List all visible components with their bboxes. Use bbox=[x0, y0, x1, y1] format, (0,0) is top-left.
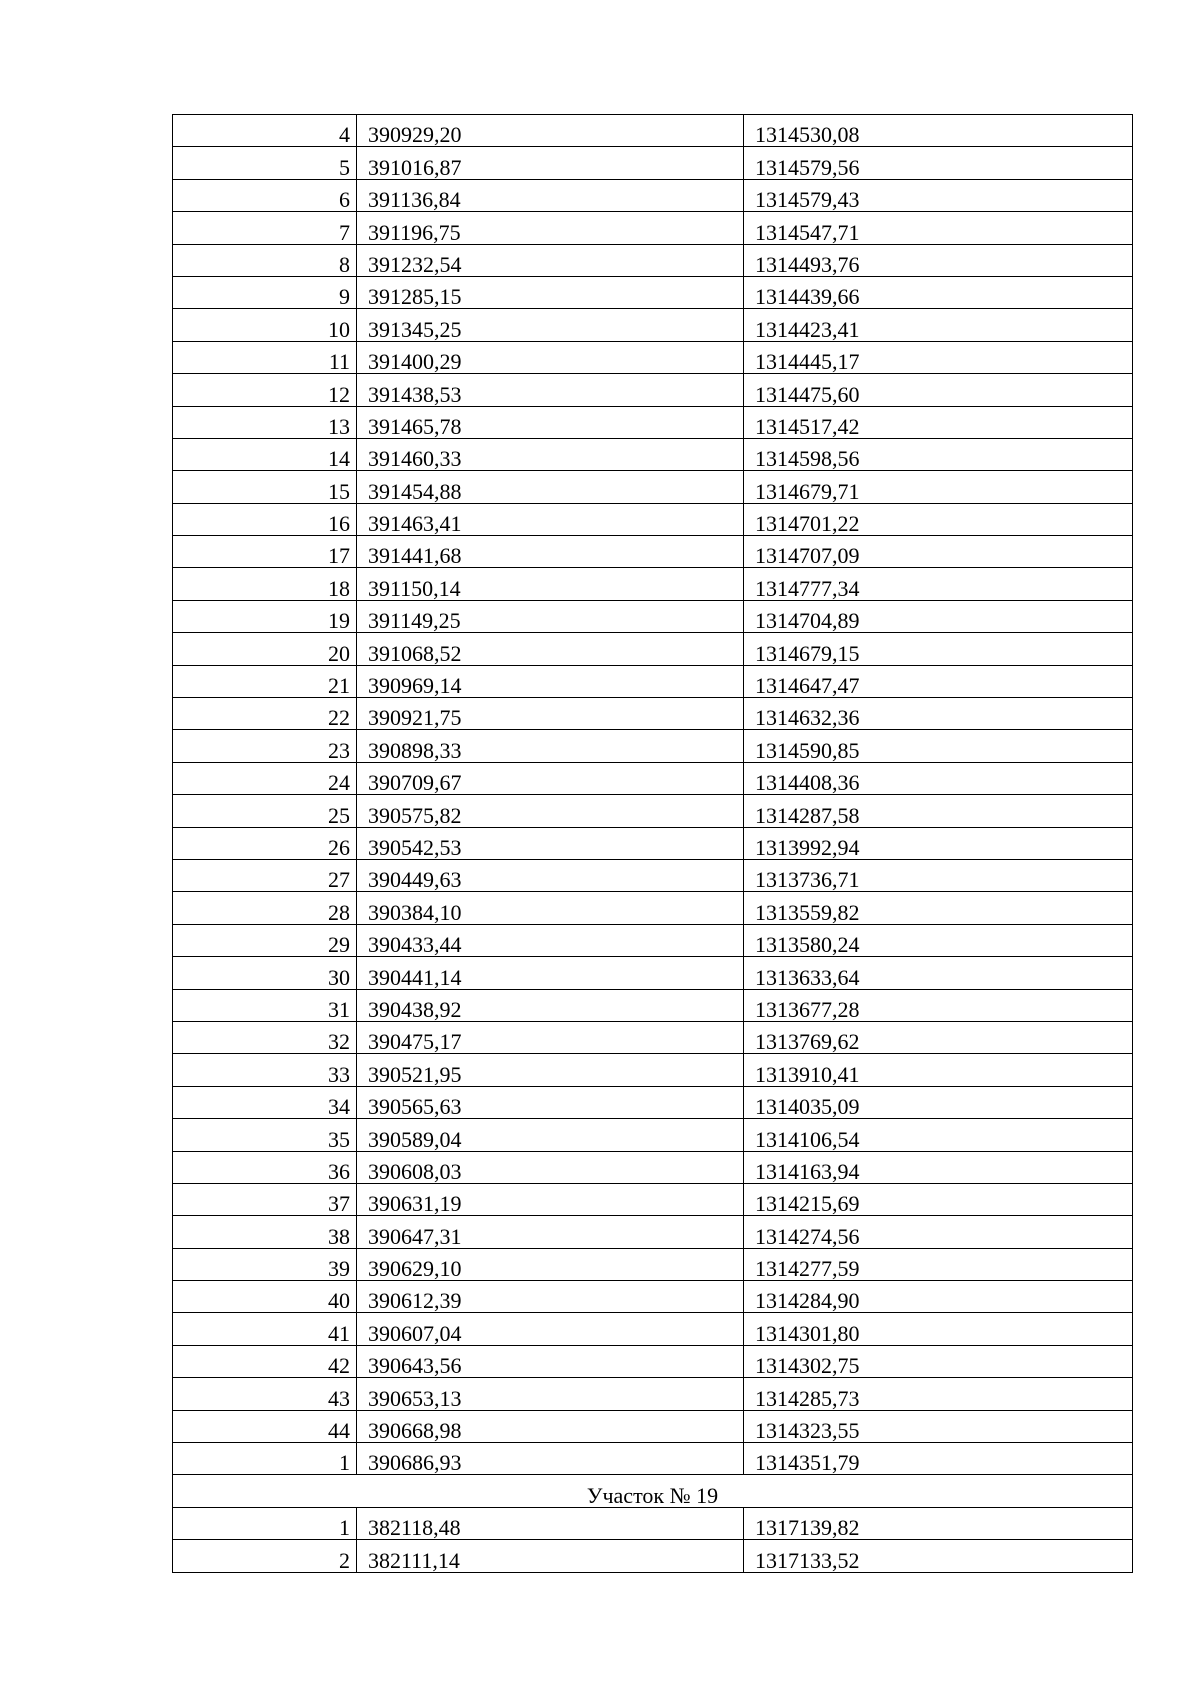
point-number-cell: 38 bbox=[173, 1216, 357, 1248]
y-coordinate-cell: 1314579,56 bbox=[744, 147, 1133, 179]
x-coordinate-cell: 391136,84 bbox=[357, 179, 744, 211]
table-row bbox=[173, 924, 1133, 956]
point-number-cell: 13 bbox=[173, 406, 357, 438]
x-coordinate-cell: 391149,25 bbox=[357, 600, 744, 632]
table-row bbox=[173, 536, 1133, 568]
point-number-cell: 1 bbox=[173, 1443, 357, 1475]
point-number-cell: 31 bbox=[173, 989, 357, 1021]
point-number-cell: 6 bbox=[173, 179, 357, 211]
y-coordinate-cell: 1314285,73 bbox=[744, 1378, 1133, 1410]
x-coordinate-cell: 391463,41 bbox=[357, 503, 744, 535]
table-row bbox=[173, 600, 1133, 632]
x-coordinate-cell: 391068,52 bbox=[357, 633, 744, 665]
x-coordinate-cell: 390653,13 bbox=[357, 1378, 744, 1410]
table-row bbox=[173, 471, 1133, 503]
point-number-cell: 34 bbox=[173, 1086, 357, 1118]
point-number-cell: 42 bbox=[173, 1345, 357, 1377]
table-row bbox=[173, 762, 1133, 794]
y-coordinate-cell: 1314287,58 bbox=[744, 795, 1133, 827]
x-coordinate-cell: 390542,53 bbox=[357, 827, 744, 859]
point-number-cell: 4 bbox=[173, 115, 357, 147]
y-coordinate-cell: 1314493,76 bbox=[744, 244, 1133, 276]
point-number-cell: 10 bbox=[173, 309, 357, 341]
x-coordinate-cell: 390709,67 bbox=[357, 762, 744, 794]
point-number-cell: 30 bbox=[173, 957, 357, 989]
point-number-cell: 21 bbox=[173, 665, 357, 697]
table-row bbox=[173, 244, 1133, 276]
table-row bbox=[173, 1410, 1133, 1442]
table-row bbox=[173, 989, 1133, 1021]
coordinates-table bbox=[172, 114, 1133, 1573]
point-number-cell: 43 bbox=[173, 1378, 357, 1410]
x-coordinate-cell: 390521,95 bbox=[357, 1054, 744, 1086]
x-coordinate-cell: 390929,20 bbox=[357, 115, 744, 147]
table-row bbox=[173, 503, 1133, 535]
y-coordinate-cell: 1314163,94 bbox=[744, 1151, 1133, 1183]
point-number-cell: 24 bbox=[173, 762, 357, 794]
table-row bbox=[173, 665, 1133, 697]
y-coordinate-cell: 1313736,71 bbox=[744, 859, 1133, 891]
x-coordinate-cell: 382111,14 bbox=[357, 1540, 744, 1572]
y-coordinate-cell: 1314547,71 bbox=[744, 212, 1133, 244]
table-row bbox=[173, 1183, 1133, 1215]
x-coordinate-cell: 391196,75 bbox=[357, 212, 744, 244]
x-coordinate-cell: 391232,54 bbox=[357, 244, 744, 276]
table-row bbox=[173, 859, 1133, 891]
x-coordinate-cell: 390475,17 bbox=[357, 1021, 744, 1053]
x-coordinate-cell: 390565,63 bbox=[357, 1086, 744, 1118]
x-coordinate-cell: 390643,56 bbox=[357, 1345, 744, 1377]
y-coordinate-cell: 1314274,56 bbox=[744, 1216, 1133, 1248]
table-row bbox=[173, 1378, 1133, 1410]
y-coordinate-cell: 1314579,43 bbox=[744, 179, 1133, 211]
point-number-cell: 14 bbox=[173, 438, 357, 470]
table-row bbox=[173, 633, 1133, 665]
table-row bbox=[173, 1443, 1133, 1475]
point-number-cell: 15 bbox=[173, 471, 357, 503]
y-coordinate-cell: 1314701,22 bbox=[744, 503, 1133, 535]
table-row bbox=[173, 1345, 1133, 1377]
point-number-cell: 41 bbox=[173, 1313, 357, 1345]
x-coordinate-cell: 390608,03 bbox=[357, 1151, 744, 1183]
y-coordinate-cell: 1314517,42 bbox=[744, 406, 1133, 438]
x-coordinate-cell: 390384,10 bbox=[357, 892, 744, 924]
x-coordinate-cell: 391345,25 bbox=[357, 309, 744, 341]
table-row bbox=[173, 341, 1133, 373]
x-coordinate-cell: 390438,92 bbox=[357, 989, 744, 1021]
x-coordinate-cell: 391150,14 bbox=[357, 568, 744, 600]
table-row bbox=[173, 179, 1133, 211]
x-coordinate-cell: 390686,93 bbox=[357, 1443, 744, 1475]
point-number-cell: 20 bbox=[173, 633, 357, 665]
x-coordinate-cell: 391400,29 bbox=[357, 341, 744, 373]
x-coordinate-cell: 390589,04 bbox=[357, 1119, 744, 1151]
point-number-cell: 1 bbox=[173, 1507, 357, 1539]
y-coordinate-cell: 1314035,09 bbox=[744, 1086, 1133, 1118]
table-row bbox=[173, 730, 1133, 762]
x-coordinate-cell: 390969,14 bbox=[357, 665, 744, 697]
x-coordinate-cell: 391465,78 bbox=[357, 406, 744, 438]
point-number-cell: 40 bbox=[173, 1281, 357, 1313]
point-number-cell: 18 bbox=[173, 568, 357, 600]
y-coordinate-cell: 1313769,62 bbox=[744, 1021, 1133, 1053]
table-row bbox=[173, 795, 1133, 827]
y-coordinate-cell: 1314598,56 bbox=[744, 438, 1133, 470]
point-number-cell: 33 bbox=[173, 1054, 357, 1086]
table-row bbox=[173, 438, 1133, 470]
table-row bbox=[173, 212, 1133, 244]
y-coordinate-cell: 1313992,94 bbox=[744, 827, 1133, 859]
table-row bbox=[173, 309, 1133, 341]
table-row bbox=[173, 568, 1133, 600]
y-coordinate-cell: 1314445,17 bbox=[744, 341, 1133, 373]
table-row bbox=[173, 1313, 1133, 1345]
coordinates-table-body bbox=[173, 115, 1133, 1573]
table-row bbox=[173, 1281, 1133, 1313]
table-row bbox=[173, 276, 1133, 308]
y-coordinate-cell: 1314277,59 bbox=[744, 1248, 1133, 1280]
y-coordinate-cell: 1313559,82 bbox=[744, 892, 1133, 924]
table-row bbox=[173, 115, 1133, 147]
point-number-cell: 2 bbox=[173, 1540, 357, 1572]
table-row bbox=[173, 1119, 1133, 1151]
point-number-cell: 26 bbox=[173, 827, 357, 859]
y-coordinate-cell: 1314323,55 bbox=[744, 1410, 1133, 1442]
point-number-cell: 5 bbox=[173, 147, 357, 179]
point-number-cell: 9 bbox=[173, 276, 357, 308]
point-number-cell: 22 bbox=[173, 698, 357, 730]
y-coordinate-cell: 1313677,28 bbox=[744, 989, 1133, 1021]
section-header-row bbox=[173, 1475, 1133, 1507]
section-title: Участок № 19 bbox=[173, 1475, 1133, 1507]
y-coordinate-cell: 1314679,15 bbox=[744, 633, 1133, 665]
table-row bbox=[173, 1248, 1133, 1280]
y-coordinate-cell: 1314423,41 bbox=[744, 309, 1133, 341]
x-coordinate-cell: 390433,44 bbox=[357, 924, 744, 956]
table-row bbox=[173, 957, 1133, 989]
x-coordinate-cell: 391438,53 bbox=[357, 374, 744, 406]
y-coordinate-cell: 1313633,64 bbox=[744, 957, 1133, 989]
x-coordinate-cell: 390921,75 bbox=[357, 698, 744, 730]
x-coordinate-cell: 390441,14 bbox=[357, 957, 744, 989]
table-row bbox=[173, 147, 1133, 179]
y-coordinate-cell: 1314632,36 bbox=[744, 698, 1133, 730]
point-number-cell: 35 bbox=[173, 1119, 357, 1151]
table-row bbox=[173, 1540, 1133, 1572]
y-coordinate-cell: 1314439,66 bbox=[744, 276, 1133, 308]
y-coordinate-cell: 1314284,90 bbox=[744, 1281, 1133, 1313]
point-number-cell: 16 bbox=[173, 503, 357, 535]
point-number-cell: 29 bbox=[173, 924, 357, 956]
x-coordinate-cell: 391441,68 bbox=[357, 536, 744, 568]
y-coordinate-cell: 1314647,47 bbox=[744, 665, 1133, 697]
point-number-cell: 36 bbox=[173, 1151, 357, 1183]
x-coordinate-cell: 391016,87 bbox=[357, 147, 744, 179]
x-coordinate-cell: 391460,33 bbox=[357, 438, 744, 470]
y-coordinate-cell: 1314707,09 bbox=[744, 536, 1133, 568]
table-row bbox=[173, 1021, 1133, 1053]
x-coordinate-cell: 390898,33 bbox=[357, 730, 744, 762]
y-coordinate-cell: 1313910,41 bbox=[744, 1054, 1133, 1086]
point-number-cell: 44 bbox=[173, 1410, 357, 1442]
y-coordinate-cell: 1314777,34 bbox=[744, 568, 1133, 600]
x-coordinate-cell: 390449,63 bbox=[357, 859, 744, 891]
x-coordinate-cell: 390607,04 bbox=[357, 1313, 744, 1345]
point-number-cell: 7 bbox=[173, 212, 357, 244]
point-number-cell: 8 bbox=[173, 244, 357, 276]
y-coordinate-cell: 1314351,79 bbox=[744, 1443, 1133, 1475]
y-coordinate-cell: 1314106,54 bbox=[744, 1119, 1133, 1151]
table-row bbox=[173, 698, 1133, 730]
x-coordinate-cell: 391454,88 bbox=[357, 471, 744, 503]
table-row bbox=[173, 374, 1133, 406]
table-row bbox=[173, 1054, 1133, 1086]
table-row bbox=[173, 1216, 1133, 1248]
y-coordinate-cell: 1317133,52 bbox=[744, 1540, 1133, 1572]
point-number-cell: 37 bbox=[173, 1183, 357, 1215]
y-coordinate-cell: 1313580,24 bbox=[744, 924, 1133, 956]
x-coordinate-cell: 391285,15 bbox=[357, 276, 744, 308]
x-coordinate-cell: 382118,48 bbox=[357, 1507, 744, 1539]
point-number-cell: 32 bbox=[173, 1021, 357, 1053]
y-coordinate-cell: 1314530,08 bbox=[744, 115, 1133, 147]
y-coordinate-cell: 1314590,85 bbox=[744, 730, 1133, 762]
y-coordinate-cell: 1314408,36 bbox=[744, 762, 1133, 794]
point-number-cell: 28 bbox=[173, 892, 357, 924]
y-coordinate-cell: 1314302,75 bbox=[744, 1345, 1133, 1377]
point-number-cell: 19 bbox=[173, 600, 357, 632]
y-coordinate-cell: 1314301,80 bbox=[744, 1313, 1133, 1345]
table-row bbox=[173, 827, 1133, 859]
x-coordinate-cell: 390631,19 bbox=[357, 1183, 744, 1215]
x-coordinate-cell: 390612,39 bbox=[357, 1281, 744, 1313]
y-coordinate-cell: 1314704,89 bbox=[744, 600, 1133, 632]
point-number-cell: 23 bbox=[173, 730, 357, 762]
table-row bbox=[173, 1151, 1133, 1183]
x-coordinate-cell: 390647,31 bbox=[357, 1216, 744, 1248]
y-coordinate-cell: 1314475,60 bbox=[744, 374, 1133, 406]
table-row bbox=[173, 406, 1133, 438]
point-number-cell: 11 bbox=[173, 341, 357, 373]
x-coordinate-cell: 390629,10 bbox=[357, 1248, 744, 1280]
point-number-cell: 27 bbox=[173, 859, 357, 891]
x-coordinate-cell: 390575,82 bbox=[357, 795, 744, 827]
y-coordinate-cell: 1314215,69 bbox=[744, 1183, 1133, 1215]
table-row bbox=[173, 1086, 1133, 1118]
table-row bbox=[173, 1507, 1133, 1539]
y-coordinate-cell: 1317139,82 bbox=[744, 1507, 1133, 1539]
point-number-cell: 17 bbox=[173, 536, 357, 568]
point-number-cell: 12 bbox=[173, 374, 357, 406]
point-number-cell: 25 bbox=[173, 795, 357, 827]
table-row bbox=[173, 892, 1133, 924]
point-number-cell: 39 bbox=[173, 1248, 357, 1280]
x-coordinate-cell: 390668,98 bbox=[357, 1410, 744, 1442]
y-coordinate-cell: 1314679,71 bbox=[744, 471, 1133, 503]
